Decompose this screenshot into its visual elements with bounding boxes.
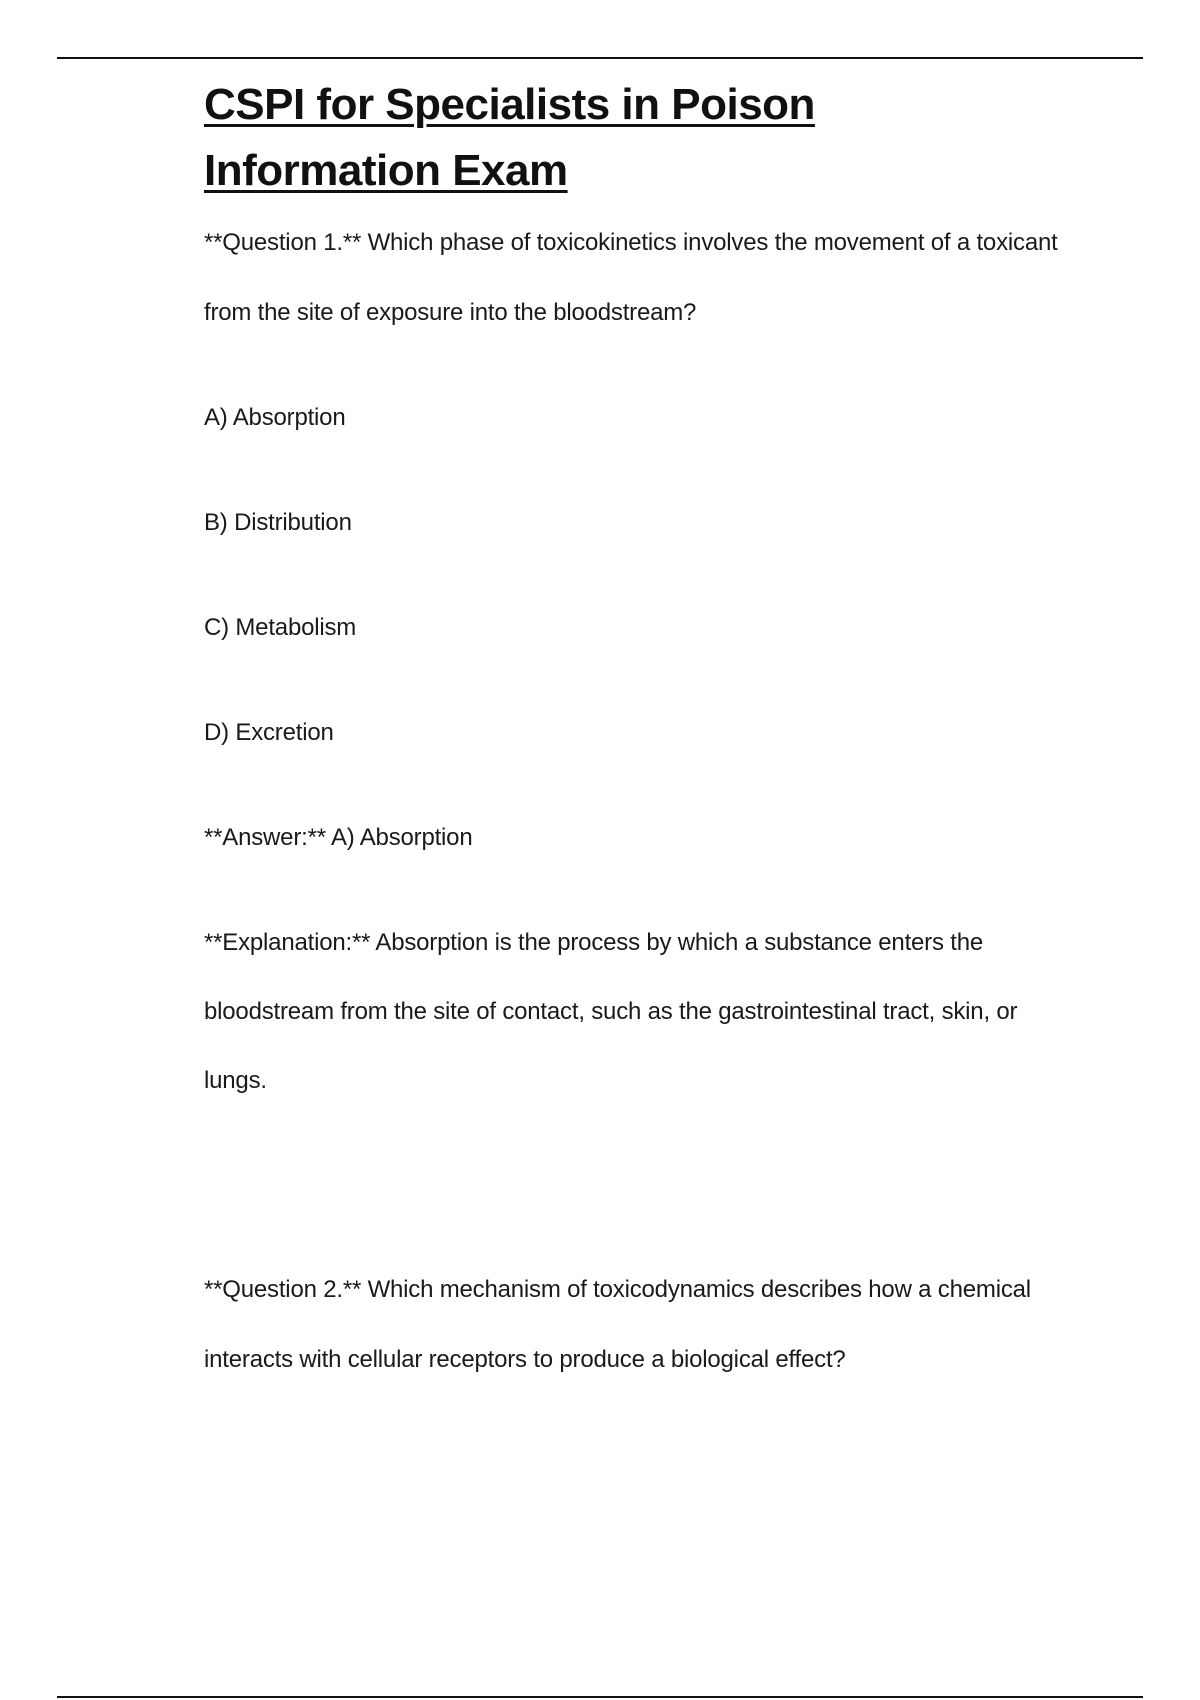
title-line-2: Information Exam — [204, 146, 568, 195]
explanation-1: **Explanation:** Absorption is the process by which a substance enters the bloodstream from the site of contact, such as the gastrointestinal tract, skin, or lungs. — [204, 929, 1018, 1094]
option-c: C) Metabolism — [204, 614, 357, 641]
answer-1: **Answer:** A) Absorption — [204, 824, 473, 851]
top-rule — [57, 57, 1143, 59]
document-body — [204, 72, 1064, 1395]
option-a: A) Absorption — [204, 404, 346, 431]
option-b: B) Distribution — [204, 509, 352, 536]
title-line-1: CSPI for Specialists in Poison — [204, 80, 815, 129]
question-2-text: **Question 2.** Which mechanism of toxicodynamics describes how a chemical interacts with cellular receptors to produce a biological effect? — [204, 1276, 1031, 1373]
bottom-rule — [57, 1696, 1143, 1698]
question-1-text: **Question 1.** Which phase of toxicokinetics involves the movement of a toxicant from the site of exposure into the bloodstream? — [204, 229, 1058, 326]
document-title — [204, 72, 1064, 204]
option-d: D) Excretion — [204, 719, 334, 746]
